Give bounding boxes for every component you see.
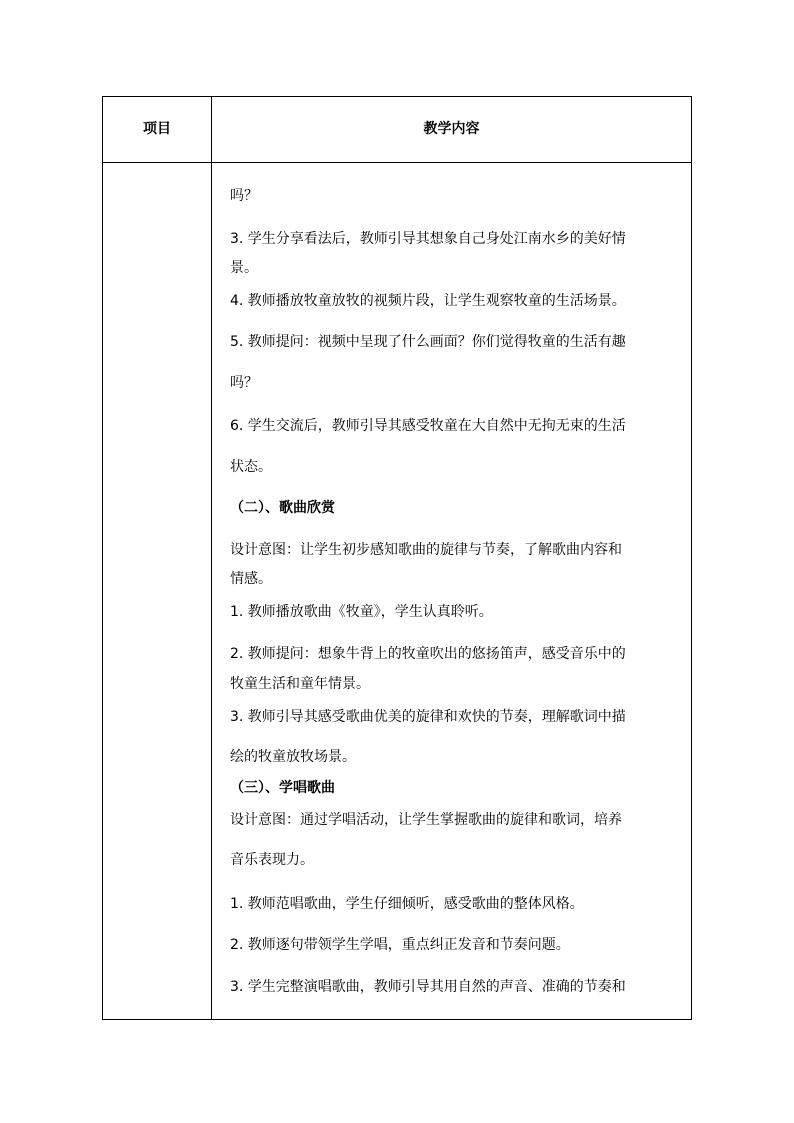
content-line: 5. 教师提问：视频中呈现了什么画面？你们觉得牧童的生活有趣 <box>230 334 626 350</box>
content-line: 音乐表现力。 <box>230 852 314 868</box>
header-content: 教学内容 <box>423 121 480 137</box>
content-line: 景。 <box>230 260 258 276</box>
content-line: 3. 学生完整演唱歌曲，教师引导其用自然的声音、准确的节奏和 <box>230 979 626 995</box>
content-line: 1. 教师范唱歌曲，学生仔细倾听，感受歌曲的整体风格。 <box>230 896 584 912</box>
content-line: 状态。 <box>230 459 272 475</box>
section-heading: （二）、歌曲欣赏 <box>230 500 335 516</box>
content-line: 2. 教师逐句带领学生学唱，重点纠正发音和节奏问题。 <box>230 937 570 953</box>
content-line: 3. 教师引导其感受歌曲优美的旋律和欢快的节奏，理解歌词中描 <box>230 709 626 725</box>
content-line: 1. 教师播放歌曲《牧童》，学生认真聆听。 <box>230 604 493 620</box>
content-line: 3. 学生分享看法后，教师引导其想象自己身处江南水乡的美好情 <box>230 231 626 247</box>
content-line: 设计意图：让学生初步感知歌曲的旋律与节奏，了解歌曲内容和 <box>230 542 622 558</box>
content-line: 吗？ <box>230 188 258 204</box>
section-heading: （三）、学唱歌曲 <box>230 780 335 796</box>
column-divider <box>211 97 212 1019</box>
content-line: 6. 学生交流后，教师引导其感受牧童在大自然中无拘无束的生活 <box>230 418 626 434</box>
table-header-row <box>103 97 691 163</box>
content-line: 情感。 <box>230 571 272 587</box>
content-line: 绘的牧童放牧场景。 <box>230 749 356 765</box>
content-line: 4. 教师播放牧童放牧的视频片段，让学生观察牧童的生活场景。 <box>230 293 626 309</box>
content-line: 2. 教师提问：想象牛背上的牧童吹出的悠扬笛声，感受音乐中的 <box>230 646 626 662</box>
content-line: 吗？ <box>230 375 258 391</box>
content-line: 设计意图：通过学唱活动，让学生掌握歌曲的旋律和歌词，培养 <box>230 812 622 828</box>
lesson-table <box>102 96 692 1020</box>
header-item: 项目 <box>143 121 171 137</box>
content-line: 牧童生活和童年情景。 <box>230 676 370 692</box>
